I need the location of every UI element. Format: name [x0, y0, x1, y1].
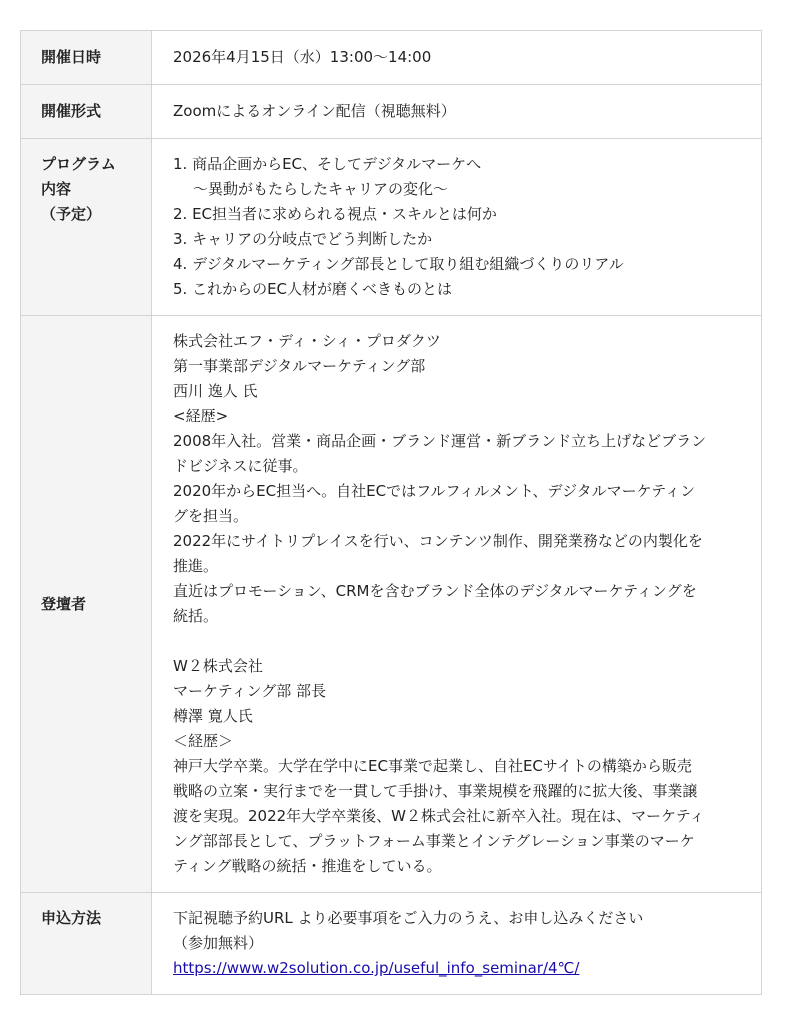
table-row-speakers	[21, 316, 762, 893]
table-row-apply	[21, 893, 762, 995]
program-list	[173, 152, 743, 302]
row-header-date: 開催日時	[21, 31, 152, 85]
speaker-text-line: 第一事業部デジタルマーケティング部	[173, 357, 426, 375]
apply-instruction: 下記視聴予約URL より必要事項をご入力のうえ、お申し込みください	[173, 909, 644, 927]
speaker-text-line: ティング戦略の統括・推進をしている。	[173, 857, 442, 875]
seminar-info-table	[20, 30, 762, 995]
speaker-text-line: 神戸大学卒業。大学在学中にEC事業で起業し、自社ECサイトの構築から販売	[173, 757, 692, 775]
speaker-text-line: 樽澤 寛人氏	[173, 707, 253, 725]
speaker-text-line: マーケティング部 部長	[173, 682, 326, 700]
speaker-text-line: 西川 逸人 氏	[173, 382, 258, 400]
date-value: 2026年4月15日（水）13:00〜14:00	[152, 31, 762, 85]
speaker-text-line: 統括。	[173, 607, 219, 625]
program-item-text: 2. EC担当者に求められる視点・スキルとは何か	[173, 205, 497, 223]
program-list-cell	[152, 139, 762, 316]
table-row-date	[21, 31, 762, 85]
speaker-text-line	[173, 629, 743, 654]
program-item	[173, 227, 743, 252]
table-row-format	[21, 85, 762, 139]
table-row-program	[21, 139, 762, 316]
program-item	[173, 252, 743, 277]
row-header-format: 開催形式	[21, 85, 152, 139]
speaker-text-line: ング部部長として、プラットフォーム事業とインテグレーション事業のマーケ	[173, 832, 695, 850]
speaker-text-line: グを担当。	[173, 507, 249, 525]
program-header-line: プログラム	[41, 155, 116, 173]
program-item-subtitle: 〜異動がもたらしたキャリアの変化〜	[193, 180, 449, 198]
program-item	[173, 152, 743, 202]
speaker-text-line: <経歴>	[173, 407, 229, 425]
speaker-text-line: 2020年からEC担当へ。自社ECではフルフィルメント、デジタルマーケティン	[173, 482, 696, 500]
speaker-text-line: 株式会社エフ・ディ・シィ・プロダクツ	[173, 332, 441, 350]
speakers-cell	[152, 316, 762, 893]
row-header-speakers: 登壇者	[21, 316, 152, 893]
row-header-program	[21, 139, 152, 316]
program-item-text: 5. これからのEC人材が磨くべきものとは	[173, 280, 453, 298]
program-item-text: 1. 商品企画からEC、そしてデジタルマーケへ	[173, 155, 482, 173]
speaker-text-line: 渡を実現。2022年大学卒業後、W２株式会社に新卒入社。現在は、マーケティ	[173, 807, 705, 825]
apply-cell	[152, 893, 762, 995]
row-header-apply: 申込方法	[21, 893, 152, 995]
speaker-text-line: ドビジネスに従事。	[173, 457, 308, 475]
program-header-line: 内容	[41, 180, 72, 198]
apply-fee-note: （参加無料）	[173, 934, 264, 952]
speaker-text-line: 2008年入社。営業・商品企画・ブランド運営・新ブランド立ち上げなどブラン	[173, 432, 707, 450]
speaker-text-line: 戦略の立案・実行までを一貫して手掛け、事業規模を飛躍的に拡大後、事業譲	[173, 782, 698, 800]
program-item	[173, 277, 743, 302]
speaker-text-line: ＜経歴＞	[173, 732, 234, 750]
program-item-text: 4. デジタルマーケティング部長として取り組む組織づくりのリアル	[173, 255, 624, 273]
speaker-text-line: W２株式会社	[173, 657, 263, 675]
registration-link[interactable]: https://www.w2solution.co.jp/useful_info_seminar/4℃/	[173, 959, 580, 977]
program-item-text: 3. キャリアの分岐点でどう判断したか	[173, 230, 433, 248]
program-item	[173, 202, 743, 227]
speaker-text-line: 直近はプロモーション、CRMを含むブランド全体のデジタルマーケティングを	[173, 582, 697, 600]
program-header-line: （予定）	[41, 205, 102, 223]
speaker-text-line: 2022年にサイトリプレイスを行い、コンテンツ制作、開発業務などの内製化を	[173, 532, 703, 550]
speaker-text-line: 推進。	[173, 557, 219, 575]
format-value: Zoomによるオンライン配信（視聴無料）	[152, 85, 762, 139]
